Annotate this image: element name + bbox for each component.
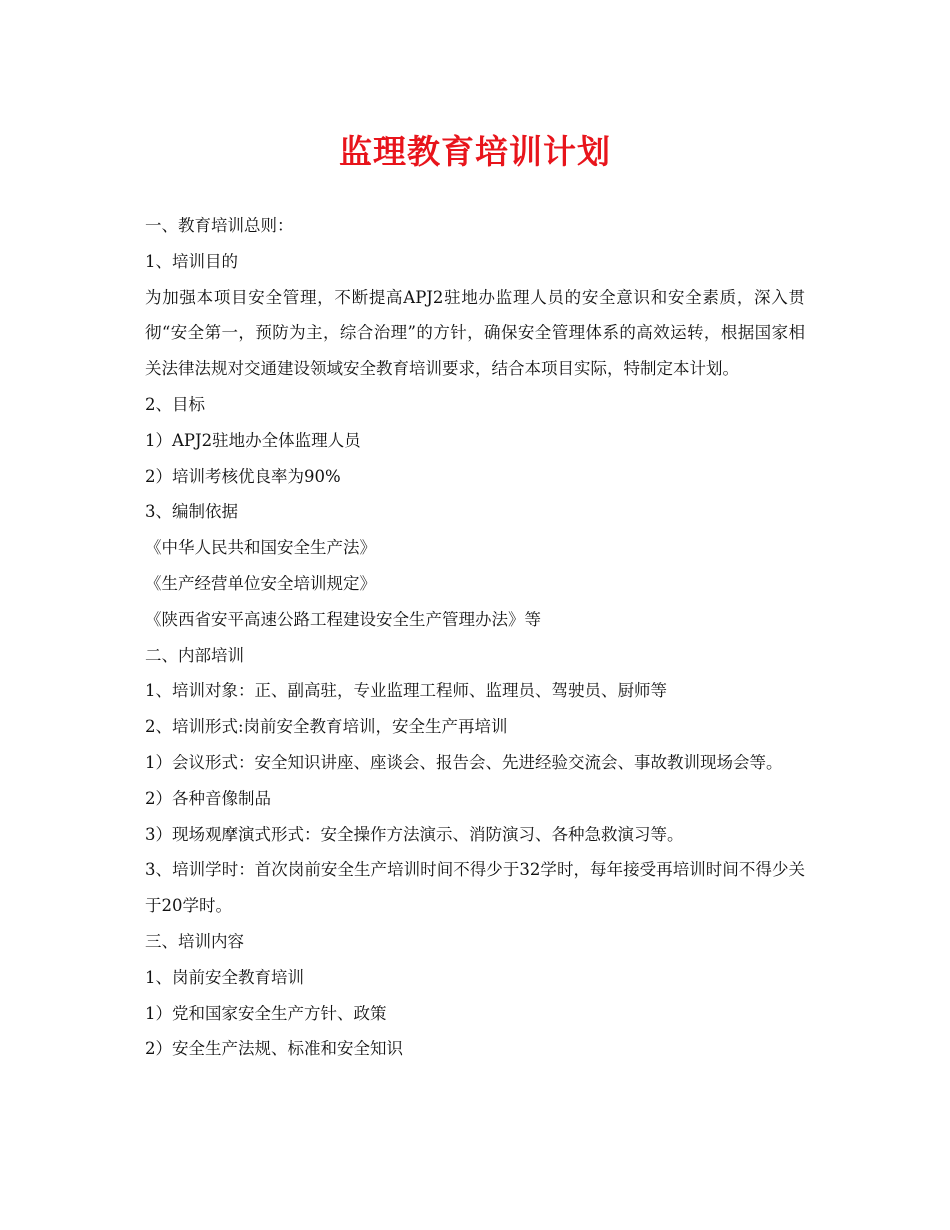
goal-item-2: 2）培训考核优良率为90% xyxy=(145,466,341,486)
subheading-basis: 3、编制依据 xyxy=(145,502,238,522)
content-item-1: 1）党和国家安全生产方针、政策 xyxy=(145,1003,387,1023)
form-item-media: 2）各种音像制品 xyxy=(145,788,271,808)
training-targets: 1、培训对象：正、副高驻，专业监理工程师、监理员、驾驶员、厨师等 xyxy=(145,681,667,701)
basis-item-3: 《陕西省安平高速公路工程建设安全生产管理办法》等 xyxy=(145,609,541,629)
form-item-meeting: 1）会议形式：安全知识讲座、座谈会、报告会、先进经验交流会、事故教训现场会等。 xyxy=(145,752,783,772)
content-item-2: 2）安全生产法规、标准和安全知识 xyxy=(145,1039,403,1059)
section-heading-content: 三、培训内容 xyxy=(145,931,244,951)
content-subheading-preservice: 1、岗前安全教育培训 xyxy=(145,967,304,987)
subheading-purpose: 1、培训目的 xyxy=(145,251,238,271)
purpose-paragraph: 为加强本项目安全管理，不断提高APJ2驻地办监理人员的安全意识和安全素质，深入贯彻“安全第一，预防为主，综合治理”的方针，确保安全管理体系的高效运转，根据国家相关法律法规对交通建设领域安全教育培训要求，结合本项目实际，特制定本计划。 xyxy=(145,287,805,379)
goal-item-1: 1）APJ2驻地办全体监理人员 xyxy=(145,430,361,450)
subheading-goal: 2、目标 xyxy=(145,394,205,414)
training-forms: 2、培训形式:岗前安全教育培训，安全生产再培训 xyxy=(145,717,508,737)
basis-item-2: 《生产经营单位安全培训规定》 xyxy=(145,573,376,593)
document-body xyxy=(145,208,805,1067)
training-hours: 3、培训学时：首次岗前安全生产培训时间不得少于32学时，每年接受再培训时间不得少关于20学时。 xyxy=(145,860,805,916)
section-heading-internal: 二、内部培训 xyxy=(145,645,244,665)
basis-item-1: 《中华人民共和国安全生产法》 xyxy=(145,538,376,558)
section-heading-general: 一、教育培训总则： xyxy=(145,216,294,235)
form-item-demo: 3）现场观摩演式形式：安全操作方法演示、消防演习、各种急救演习等。 xyxy=(145,824,684,844)
document-title: 监理教育培训计划 xyxy=(339,132,611,171)
